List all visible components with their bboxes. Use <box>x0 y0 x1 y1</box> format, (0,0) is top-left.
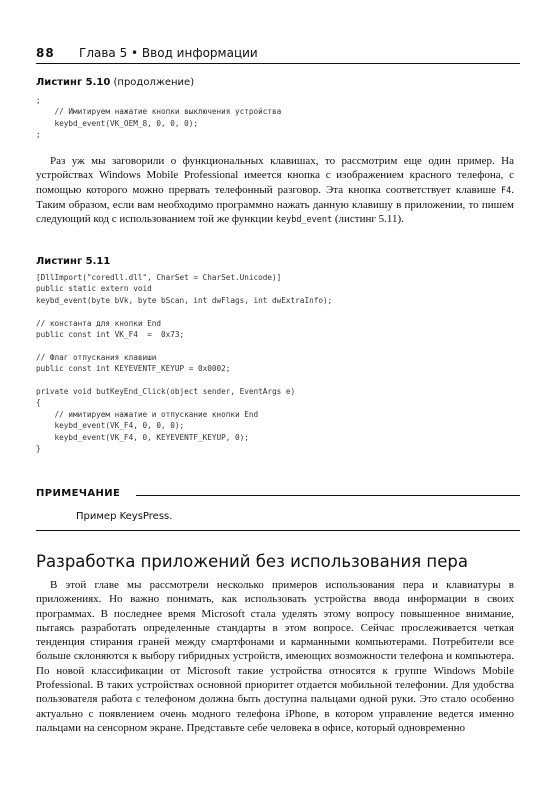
note-heading-rule <box>136 495 520 496</box>
note-text: Пример KeysPress. <box>76 511 173 522</box>
paragraph-text-middle: . Таким образом, если вам необходимо программно нажать данную клавишу в приложении, то пишем следующий код с использованием той же функции <box>36 183 514 226</box>
paragraph-text-end: (листинг 5.11). <box>332 213 404 226</box>
listing-label-continuation: (продолжение) <box>110 77 195 88</box>
note-bottom-rule <box>36 530 520 531</box>
page-number: 88 <box>36 46 55 60</box>
body-paragraph <box>36 154 514 227</box>
listing-label-number: Листинг 5.10 <box>36 77 111 88</box>
note-heading-row <box>36 488 520 504</box>
section-heading: Разработка приложений без использования пера <box>36 552 468 571</box>
listing-label-number: Листинг 5.11 <box>36 256 111 267</box>
listing-5-11-code: [DllImport("coredll.dll", CharSet = CharSet.Unicode)] public static extern void keybd_event(byte bVk, byte bScan, int dwFlags, int dwExtraInfo); // константа для кнопки End public const int VK_F4 = 0x73; // Флаг отпускания клавиши public const int KEYEVENTF_KEYUP = 0x0002; private void butKeyEnd_Click(object sender, EventArgs e) { // имитируем нажатие и отпускание кнопки End keybd_event(VK_F4, 0, 0, 0); keybd_event(VK_F4, 0, KEYEVENTF_KEYUP, 0); } <box>36 273 333 454</box>
listing-5-10-code: ; // Имитируем нажатие кнопки выключения устройства keybd_event(VK_OEM_8, 0, 0, 0); ; <box>36 96 282 140</box>
listing-5-10-label <box>36 77 194 88</box>
function-name: keybd_event <box>275 215 333 226</box>
header-rule <box>36 63 520 64</box>
paragraph-text-start: Раз уж мы заговорили о функциональных клавишах, то рассмотрим еще один пример. На устройствах Windows Mobile Professional имеется кнопка с изображением красного телефона, с помощью которого можно прервать телефонный разговор. Эта кнопка соответствует клавише <box>36 155 514 196</box>
listing-5-11-label <box>36 256 110 267</box>
chapter-title: Глава 5 • Ввод информации <box>79 46 258 60</box>
section-paragraph: В этой главе мы рассмотрели несколько примеров использования пера и клавиатуры в приложениях. Но важно понимать, как использовать устройства ввода информации в своих программах. В последнее время Microsoft стала уделять этому вопросу повышенное внимание, пытаясь разработать определенные стандарты в этом вопросе. Сейчас прослеживается четкая тенденция стирания граней между смартфонами и карманными компьютерами. Потребители все больше склоняются к выбору гибридных устройств, имеющих возможности телефона и компьютера. По новой классификации от Microsoft такие устройства относятся к группе Windows Mobile Professional. В таких устройствах основной приоритет отдается мобильной телефонии. Для удобства пользователя работа с телефоном должна быть доступна пальцами одной руки. Это стало особенно актуально с появлением очень модного телефона iPhone, в котором управление ведется именно пальцами на сенсорном экране. Представьте себе человека в офисе, который одновременно <box>36 579 514 734</box>
running-header <box>36 44 520 64</box>
note-heading: ПРИМЕЧАНИЕ <box>36 488 126 499</box>
key-name: F4 <box>501 185 512 196</box>
